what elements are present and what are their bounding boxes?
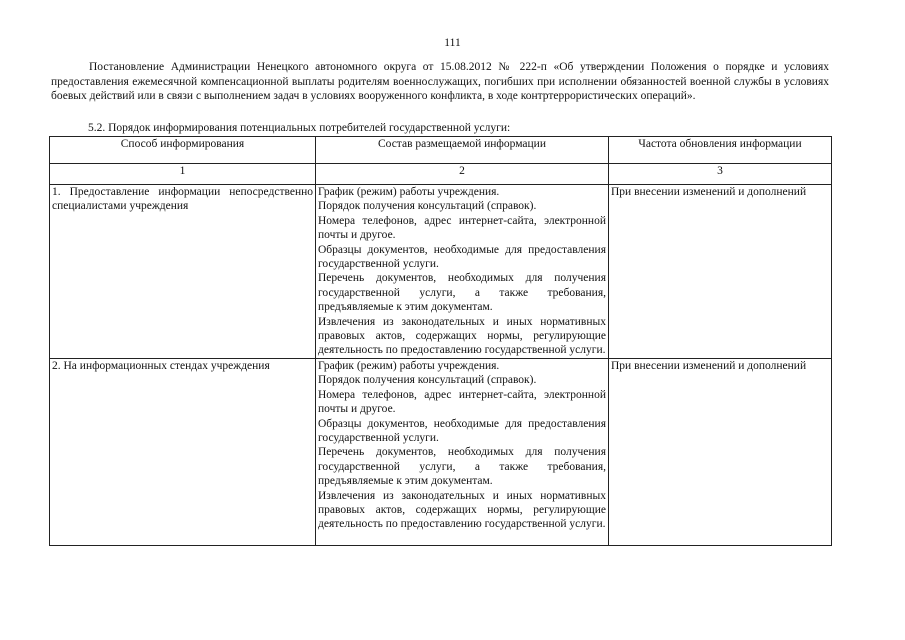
section-heading: 5.2. Порядок информирования потенциальных потребителей государственной услуги: [88, 122, 511, 134]
content-item: Образцы документов, необходимые для предоставления государственной услуги. [318, 243, 606, 271]
content-item: Порядок получения консультаций (справок). [318, 200, 537, 213]
content-item: Порядок получения консультаций (справок). [318, 374, 537, 387]
content-item: Номера телефонов, адрес интернет-сайта, электронной почты и другое. [318, 214, 606, 242]
frequency-cell [609, 358, 832, 545]
intro-paragraph: Постановление Администрации Ненецкого автономного округа от 15.08.2012 № 222-п «Об утверждении Положения о порядке и условиях предоставления ежемесячной компенсационной выплаты родителям военнослужащих, погибших при исполнении обязанностей военной службы в условиях боевых действий или в связи с выполнением задач в условиях вооруженного конфликта, в ходе контртеррористических операций». [51, 61, 829, 102]
content-item: Извлечения из законодательных и иных нормативных правовых актов, содержащих нормы, регулирующие деятельность по предоставлению государственной услуги. [318, 489, 606, 531]
header-frequency: Частота обновления информации [609, 137, 832, 164]
column-number-1: 1 [50, 164, 316, 185]
table-number-row [50, 164, 832, 185]
header-method: Способ информирования [50, 137, 316, 164]
content-item: Извлечения из законодательных и иных нормативных правовых актов, содержащих нормы, регулирующие деятельность по предоставлению государственной услуги. [318, 315, 606, 357]
column-number-2: 2 [316, 164, 609, 185]
frequency-text: При внесении изменений и дополнений [611, 359, 807, 372]
page-number: 111 [444, 37, 461, 49]
content-item: Перечень документов, необходимых для получения государственной услуги, а также требования, предъявляемые к этим документам. [318, 272, 606, 314]
method-cell [50, 358, 316, 545]
table-row [50, 358, 832, 545]
column-number-3: 3 [609, 164, 832, 185]
content-item: График (режим) работы учреждения. [318, 359, 500, 372]
content-item: Образцы документов, необходимые для предоставления государственной услуги. [318, 417, 606, 444]
method-text: 2. На информационных стендах учреждения [52, 359, 270, 372]
content-clip [318, 359, 606, 545]
content-item: График (режим) работы учреждения. [318, 186, 500, 198]
content-cell [316, 185, 609, 359]
information-table [49, 136, 832, 546]
frequency-cell: При внесении изменений и дополнений [609, 185, 832, 359]
content-cell [316, 358, 609, 545]
content-item: Перечень документов, необходимых для получения государственной услуги, а также требования, предъявляемые к этим документам. [318, 446, 606, 488]
method-cell: 1. Предоставление информации непосредственно специалистами учреждения [50, 185, 316, 359]
table-header-row [50, 137, 832, 164]
table-row [50, 185, 832, 359]
content-item: Номера телефонов, адрес интернет-сайта, электронной почты и другое. [318, 388, 606, 416]
header-content: Состав размещаемой информации [316, 137, 609, 164]
